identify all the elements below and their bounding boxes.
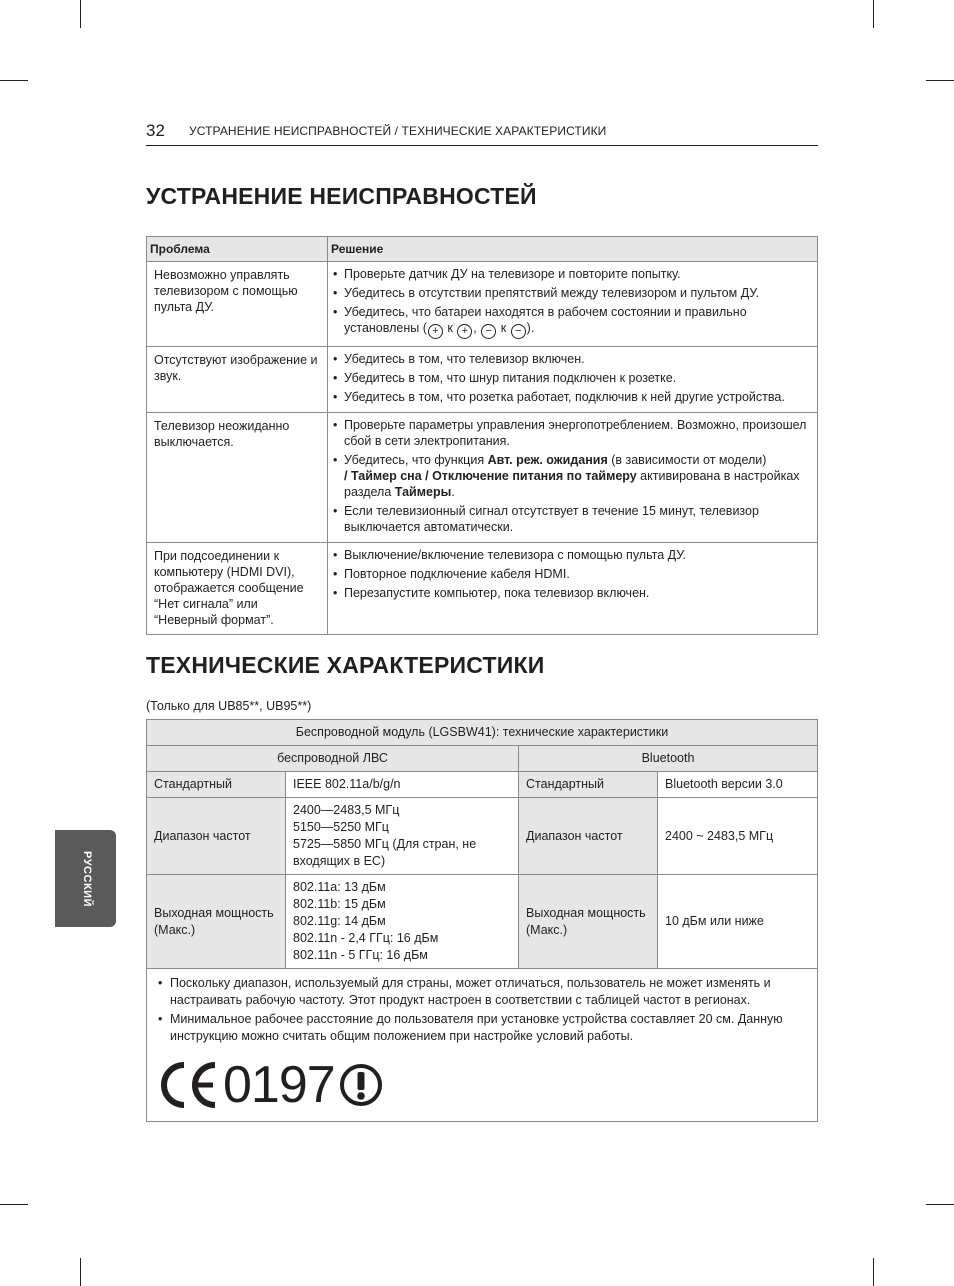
minus-icon: − xyxy=(481,324,496,339)
table-title: Беспроводной модуль (LGSBW41): технические характеристики xyxy=(147,720,818,746)
notified-body-number: 0197 xyxy=(223,1055,335,1114)
table-row xyxy=(147,262,818,347)
value-line: 802.11n - 5 ГГц: 16 дБм xyxy=(293,948,428,962)
value-cell: Bluetooth версии 3.0 xyxy=(658,772,818,798)
alert-icon xyxy=(339,1063,383,1107)
solution-item: • Проверьте датчик ДУ на телевизоре и повторите попытку. xyxy=(333,266,810,282)
language-label: РУССКИЙ xyxy=(81,850,93,907)
value-cell: 10 дБм или ниже xyxy=(658,875,818,969)
crop-mark xyxy=(873,0,874,28)
value-line: 5150—5250 МГц xyxy=(293,820,389,834)
table-row xyxy=(147,746,818,772)
plus-icon: + xyxy=(457,324,472,339)
value-line: 2400—2483,5 МГц xyxy=(293,803,400,817)
function-name: / Таймер сна / Отключение питания по таймеру xyxy=(344,469,637,483)
value-cell: IEEE 802.11a/b/g/n xyxy=(286,772,519,798)
value-cell: 2400 ~ 2483,5 МГц xyxy=(658,798,818,875)
solution-item: • Убедитесь в отсутствии препятствий между телевизором и пультом ДУ. xyxy=(333,285,810,301)
plus-icon: + xyxy=(428,324,443,339)
row-label: Диапазон частот xyxy=(147,798,286,875)
solution-text: к xyxy=(497,321,510,335)
page-header xyxy=(146,118,818,146)
solution-item: • Убедитесь в том, что розетка работает, подключив к ней другие устройства. xyxy=(333,389,810,405)
value-line: 5725—5850 МГц (Для стран, не входящих в ЕС) xyxy=(293,837,477,868)
crop-mark xyxy=(80,0,81,28)
table-row xyxy=(147,720,818,746)
table-row xyxy=(147,413,818,543)
row-label: Диапазон частот xyxy=(519,798,658,875)
menu-name: Таймеры xyxy=(394,485,452,499)
solution-text: к xyxy=(443,321,457,335)
note-item: • Поскольку диапазон, используемый для страны, может отличаться, пользователь не может изменять и настраивать рабочую частоту. Этот продукт настроен в соответствии с таблицей частот в регионах. xyxy=(157,975,807,1009)
solution-cell xyxy=(328,413,818,543)
value-line: 802.11b: 15 дБм xyxy=(293,897,386,911)
running-title: УСТРАНЕНИЕ НЕИСПРАВНОСТЕЙ / ТЕХНИЧЕСКИЕ ХАРАКТЕРИСТИКИ xyxy=(189,124,607,138)
value-cell xyxy=(286,875,519,969)
value-line: 802.11n - 2,4 ГГц: 16 дБм xyxy=(293,931,439,945)
table-row xyxy=(147,347,818,413)
value-line: 802.11g: 14 дБм xyxy=(293,914,386,928)
crop-mark xyxy=(926,80,954,81)
specs-table xyxy=(146,719,818,1122)
value-line: 802.11a: 13 дБм xyxy=(293,880,386,894)
solution-item xyxy=(333,304,810,339)
solution-cell xyxy=(328,347,818,413)
solution-item: • Повторное подключение кабеля HDMI. xyxy=(333,566,810,582)
solution-text: Убедитесь, что батареи находятся в рабочем состоянии и правильно установлены ( xyxy=(344,305,747,335)
solution-cell xyxy=(328,543,818,635)
crop-mark xyxy=(926,1204,954,1205)
minus-icon: − xyxy=(511,324,526,339)
crop-mark xyxy=(873,1258,874,1286)
troubleshooting-table xyxy=(146,236,818,635)
table-row xyxy=(147,772,818,798)
note-item: • Минимальное рабочее расстояние до пользователя при установке устройства составляет 20 см. Данную инструкцию можно считать общим положением при настройке условий работы. xyxy=(157,1011,807,1045)
models-note: (Только для UB85**, UB95**) xyxy=(146,699,312,713)
notes-cell xyxy=(147,969,818,1122)
problem-cell: При подсоединении к компьютеру (HDMI DVI), отображается сообщение “Нет сигнала” или “Неверный формат”. xyxy=(147,543,328,635)
row-label: Выходная мощность (Макс.) xyxy=(519,875,658,969)
column-header-wlan: беспроводной ЛВС xyxy=(147,746,519,772)
solution-text: , xyxy=(473,321,481,335)
solution-item: • Убедитесь в том, что шнур питания подключен к розетке. xyxy=(333,370,810,386)
ce-mark xyxy=(157,1057,807,1113)
solution-text: ). xyxy=(526,321,535,335)
solution-item: • Если телевизионный сигнал отсутствует в течение 15 минут, телевизор выключается автоматически. xyxy=(333,503,810,535)
crop-mark xyxy=(0,80,28,81)
problem-cell: Отсутствуют изображение и звук. xyxy=(147,347,328,413)
page-number: 32 xyxy=(146,121,165,140)
section-title-troubleshooting: УСТРАНЕНИЕ НЕИСПРАВНОСТЕЙ xyxy=(146,183,537,209)
language-tab xyxy=(55,830,116,927)
solution-text: . xyxy=(451,485,455,499)
problem-cell: Невозможно управлять телевизором с помощью пульта ДУ. xyxy=(147,262,328,347)
solution-text: (в зависимости от модели) xyxy=(607,453,767,467)
value-cell xyxy=(286,798,519,875)
function-name: Авт. реж. ожидания xyxy=(487,453,608,467)
table-row xyxy=(147,798,818,875)
section-title-specifications: ТЕХНИЧЕСКИЕ ХАРАКТЕРИСТИКИ xyxy=(146,652,545,678)
solution-item: • Перезапустите компьютер, пока телевизор включен. xyxy=(333,585,810,601)
row-label: Выходная мощность (Макс.) xyxy=(147,875,286,969)
table-row xyxy=(147,875,818,969)
table-row xyxy=(147,969,818,1122)
problem-cell: Телевизор неожиданно выключается. xyxy=(147,413,328,543)
solution-text: Убедитесь, что функция xyxy=(344,453,488,467)
ce-logo-icon xyxy=(157,1061,219,1109)
table-header-row xyxy=(147,237,818,262)
column-header-solution: Решение xyxy=(328,237,818,262)
solution-item: • Выключение/включение телевизора с помощью пульта ДУ. xyxy=(333,547,810,563)
solution-cell xyxy=(328,262,818,347)
crop-mark xyxy=(80,1258,81,1286)
solution-item: • Проверьте параметры управления энергопотреблением. Возможно, произошел сбой в сети электропитания. xyxy=(333,417,810,449)
row-label: Стандартный xyxy=(519,772,658,798)
table-row xyxy=(147,543,818,635)
column-header-problem: Проблема xyxy=(147,237,328,262)
crop-mark xyxy=(0,1204,28,1205)
solution-text: активирована в настройках раздела xyxy=(344,469,800,499)
solution-item: • Убедитесь в том, что телевизор включен. xyxy=(333,351,810,367)
column-header-bluetooth: Bluetooth xyxy=(519,746,818,772)
row-label: Стандартный xyxy=(147,772,286,798)
solution-item xyxy=(333,452,810,500)
